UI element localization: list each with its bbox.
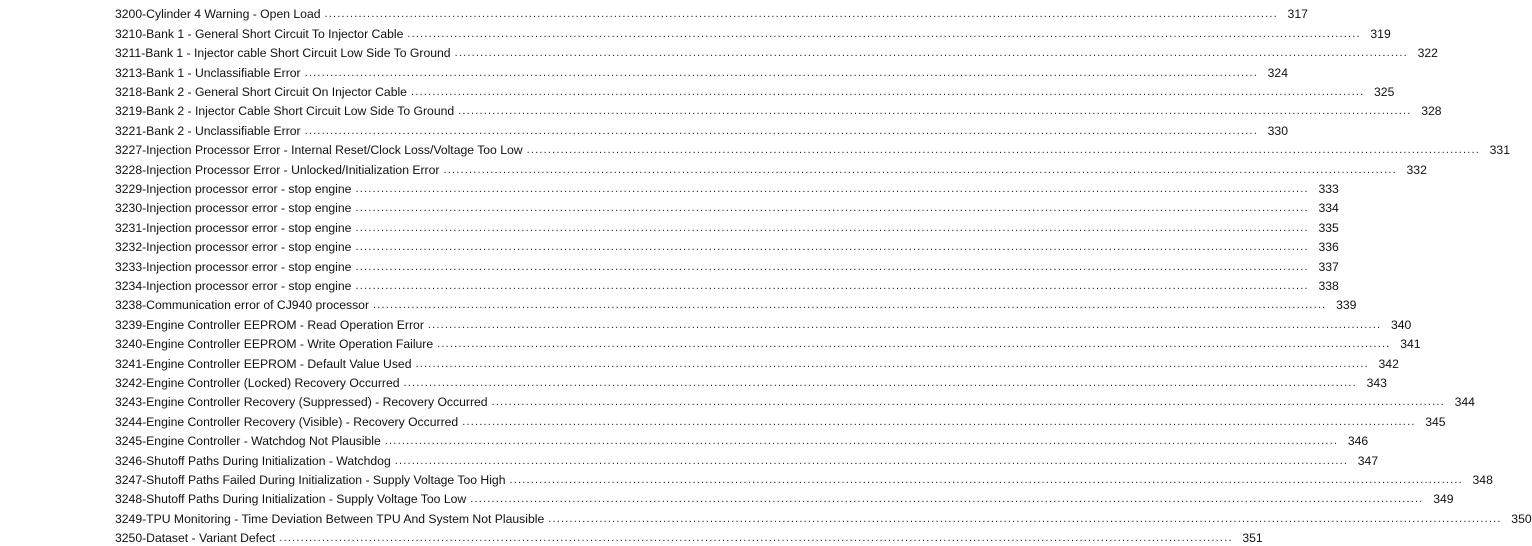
toc-entry[interactable] <box>115 313 1412 332</box>
entry-title: 3243-Engine Controller Recovery (Suppressed) - Recovery Occurred <box>115 395 488 410</box>
toc-entry[interactable] <box>115 507 1532 526</box>
entry-title: 3242-Engine Controller (Locked) Recovery Occurred <box>115 375 400 390</box>
toc-entry[interactable] <box>115 352 1399 371</box>
entry-title: 3245-Engine Controller - Watchdog Not Plausible <box>115 434 381 449</box>
entry-title: 3213-Bank 1 - Unclassifiable Error <box>115 65 301 80</box>
dot-leader: ................................................................................................................................................................................................................................ <box>355 241 1309 254</box>
entry-title: 3234-Injection processor error - stop engine <box>115 278 352 293</box>
toc-entry[interactable] <box>115 119 1288 138</box>
page-number: 332 <box>1406 162 1427 177</box>
dot-leader: ................................................................................................................................................................................................................................ <box>279 532 1233 545</box>
page-number: 335 <box>1318 220 1339 235</box>
entry-title: 3229-Injection processor error - stop engine <box>115 181 352 196</box>
dot-leader: ................................................................................................................................................................................................................................ <box>304 66 1258 79</box>
dot-leader: ................................................................................................................................................................................................................................ <box>470 493 1424 506</box>
page-number: 343 <box>1366 375 1387 390</box>
page-number: 325 <box>1374 84 1395 99</box>
page-number: 322 <box>1417 46 1438 61</box>
dot-leader: ................................................................................................................................................................................................................................ <box>427 318 1382 331</box>
entry-title: 3210-Bank 1 - General Short Circuit To Injector Cable <box>115 26 404 41</box>
entry-title: 3240-Engine Controller EEPROM - Write Operation Failure <box>115 337 434 352</box>
toc-entry[interactable] <box>115 469 1493 488</box>
dot-leader: ................................................................................................................................................................................................................................ <box>410 85 1365 98</box>
toc-entry[interactable] <box>115 449 1379 468</box>
page-number: 337 <box>1318 259 1339 274</box>
dot-leader: ................................................................................................................................................................................................................................ <box>355 182 1309 195</box>
dot-leader: ................................................................................................................................................................................................................................ <box>458 105 1412 118</box>
dot-leader: ................................................................................................................................................................................................................................ <box>373 299 1327 312</box>
entry-title: 3239-Engine Controller EEPROM - Read Operation Error <box>115 317 424 332</box>
entry-title: 3219-Bank 2 - Injector Cable Short Circuit Low Side To Ground <box>115 104 455 119</box>
toc-entry[interactable] <box>115 430 1369 449</box>
entry-title: 3241-Engine Controller EEPROM - Default Value Used <box>115 356 412 371</box>
toc-entry[interactable] <box>115 527 1263 546</box>
entry-title: 3247-Shutoff Paths Failed During Initialization - Supply Voltage Too High <box>115 472 506 487</box>
page-number: 324 <box>1267 65 1288 80</box>
dot-leader: ................................................................................................................................................................................................................................ <box>407 27 1361 40</box>
entry-title: 3244-Engine Controller Recovery (Visible) - Recovery Occurred <box>115 414 459 429</box>
dot-leader: ................................................................................................................................................................................................................................ <box>355 279 1309 292</box>
dot-leader: ................................................................................................................................................................................................................................ <box>403 376 1357 389</box>
entry-title: 3246-Shutoff Paths During Initialization - Watchdog <box>115 453 391 468</box>
toc-entry[interactable] <box>115 81 1395 100</box>
toc-entry[interactable] <box>115 236 1339 255</box>
toc-entry[interactable] <box>115 275 1339 294</box>
toc-entry[interactable] <box>115 410 1446 429</box>
dot-leader: ................................................................................................................................................................................................................................ <box>415 357 1369 370</box>
page-number: 331 <box>1489 143 1510 158</box>
toc-entry[interactable] <box>115 42 1438 61</box>
page-number: 317 <box>1287 7 1308 22</box>
page-number: 346 <box>1347 434 1369 449</box>
dot-leader: ................................................................................................................................................................................................................................ <box>454 47 1408 60</box>
toc-entry[interactable] <box>115 255 1339 274</box>
entry-title: 3238-Communication error of CJ940 processor <box>115 298 370 313</box>
dot-leader: ................................................................................................................................................................................................................................ <box>304 124 1258 137</box>
toc-entry[interactable] <box>115 333 1421 352</box>
page-number: 350 <box>1511 511 1532 526</box>
toc-entry[interactable] <box>115 391 1475 410</box>
entry-title: 3248-Shutoff Paths During Initialization - Supply Voltage Too Low <box>115 492 467 507</box>
entry-title: 3230-Injection processor error - stop engine <box>115 201 352 216</box>
toc-entry[interactable] <box>115 139 1510 158</box>
entry-title: 3227-Injection Processor Error - Internal Reset/Clock Loss/Voltage Too Low <box>115 143 523 158</box>
dot-leader: ................................................................................................................................................................................................................................ <box>324 8 1278 21</box>
dot-leader: ................................................................................................................................................................................................................................ <box>437 338 1391 351</box>
entry-title: 3233-Injection processor error - stop engine <box>115 259 352 274</box>
entry-title: 3231-Injection processor error - stop engine <box>115 220 352 235</box>
dot-leader: ................................................................................................................................................................................................................................ <box>394 454 1349 467</box>
toc-entry[interactable] <box>115 294 1357 313</box>
page-number: 349 <box>1433 492 1454 507</box>
dot-leader: ................................................................................................................................................................................................................................ <box>355 221 1309 234</box>
entry-title: 3218-Bank 2 - General Short Circuit On Injector Cable <box>115 84 407 99</box>
dot-leader: ................................................................................................................................................................................................................................ <box>443 163 1397 176</box>
page-number: 342 <box>1378 356 1399 371</box>
dot-leader: ................................................................................................................................................................................................................................ <box>491 396 1445 409</box>
toc-entry[interactable] <box>115 100 1442 119</box>
dot-leader: ................................................................................................................................................................................................................................ <box>526 144 1480 157</box>
entry-title: 3228-Injection Processor Error - Unlocked/Initialization Error <box>115 162 440 177</box>
entry-title: 3232-Injection processor error - stop engine <box>115 240 352 255</box>
toc-entry[interactable] <box>115 197 1339 216</box>
dot-leader: ................................................................................................................................................................................................................................ <box>355 260 1309 273</box>
dot-leader: ................................................................................................................................................................................................................................ <box>548 512 1502 525</box>
page-number: 330 <box>1267 123 1288 138</box>
dot-leader: ................................................................................................................................................................................................................................ <box>384 435 1339 448</box>
toc-entry[interactable] <box>115 61 1288 80</box>
entry-title: 3200-Cylinder 4 Warning - Open Load <box>115 7 321 22</box>
page-number: 336 <box>1318 240 1339 255</box>
entry-title: 3249-TPU Monitoring - Time Deviation Between TPU And System Not Plausible <box>115 511 545 526</box>
dot-leader: ................................................................................................................................................................................................................................ <box>509 473 1463 486</box>
page-number: 345 <box>1425 414 1446 429</box>
toc-entry[interactable] <box>115 178 1339 197</box>
toc-entry[interactable] <box>115 3 1308 22</box>
page-number: 347 <box>1357 453 1379 468</box>
page-number: 339 <box>1336 298 1357 313</box>
dot-leader: ................................................................................................................................................................................................................................ <box>355 202 1309 215</box>
page-number: 348 <box>1472 472 1493 487</box>
page-number: 338 <box>1318 278 1339 293</box>
toc-entry[interactable] <box>115 22 1391 41</box>
toc-entry[interactable] <box>115 158 1427 177</box>
page-number: 341 <box>1400 337 1421 352</box>
page-number: 351 <box>1242 531 1263 546</box>
dot-leader: ................................................................................................................................................................................................................................ <box>462 415 1416 428</box>
toc-entry[interactable] <box>115 216 1339 235</box>
page-number: 344 <box>1454 395 1475 410</box>
entry-title: 3250-Dataset - Variant Defect <box>115 531 276 546</box>
page-number: 340 <box>1390 317 1412 332</box>
page-number: 319 <box>1370 26 1391 41</box>
page-number: 334 <box>1318 201 1339 216</box>
page-number: 328 <box>1421 104 1442 119</box>
entry-title: 3221-Bank 2 - Unclassifiable Error <box>115 123 301 138</box>
toc-entry[interactable] <box>115 488 1454 507</box>
entry-title: 3211-Bank 1 - Injector cable Short Circuit Low Side To Ground <box>115 46 451 61</box>
toc-entry[interactable] <box>115 372 1387 391</box>
page-number: 333 <box>1318 181 1339 196</box>
